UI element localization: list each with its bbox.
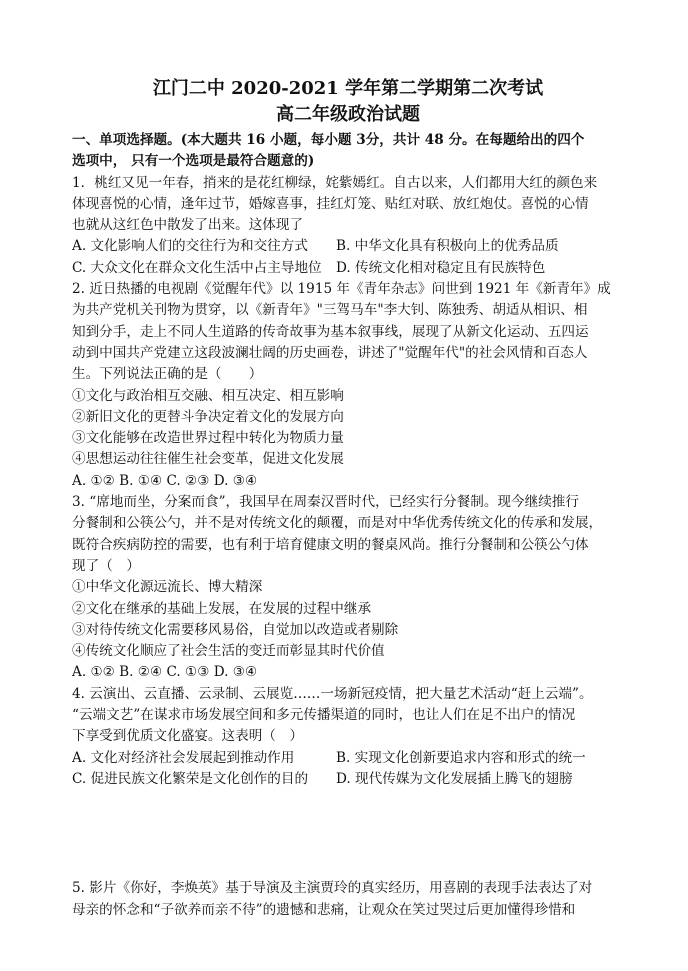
question-2-item: ②新旧文化的更替斗争决定着文化的发展方向: [72, 408, 344, 425]
exam-body: [72, 130, 624, 921]
exam-title: 江门二中 2020-2021 学年第二学期第二次考试: [152, 78, 544, 99]
question-1-options-row: [72, 258, 624, 279]
question-2-stem: 为共产党机关刊物为贯穿，以《新青年》"三驾马车"李大钊、陈独秀、胡适从相识、相: [72, 302, 588, 319]
question-2-stem: 动到中国共产党建立这段波澜壮阔的历史画卷，讲述了"觉醒年代"的社会风情和百态人: [72, 344, 588, 361]
option-d: D. 现代传媒为文化发展插上腾飞的翅膀: [336, 770, 573, 787]
option-a: A. 文化影响人们的交往行为和交往方式: [72, 238, 308, 255]
question-5-stem: 5. 影片《你好，李焕英》基于导演及主演贾玲的真实经历，用喜剧的表现手法表达了对: [72, 880, 593, 897]
question-2-item: ①文化与政治相互交融、相互决定、相互影响: [72, 387, 344, 404]
question-4-stem: 4. 云演出、云直播、云录制、云展览……一场新冠疫情，把大量艺术活动“赶上云端”。: [72, 685, 593, 702]
question-2-item: ③文化能够在改造世界过程中转化为物质力量: [72, 430, 344, 447]
question-1-stem: 也就从这红色中散发了出来。这体现了: [72, 217, 304, 234]
exam-subtitle: 高二年级政治试题: [276, 104, 420, 125]
question-3-item: ①中华文化源远流长、博大精深: [72, 579, 263, 596]
question-3-choices: A. ①② B. ②④ C. ①③ D. ③④: [72, 664, 258, 681]
question-4-stem: 下享受到优质文化盛宴。这表明（ ）: [72, 728, 304, 745]
option-b: B. 中华文化具有积极向上的优秀品质: [336, 238, 559, 255]
question-3-stem: 现了（ ）: [72, 557, 140, 574]
question-2-stem: 2. 近日热播的电视剧《觉醒年代》以 1915 年《青年杂志》问世到 1921 年《新青年》成: [72, 281, 611, 298]
question-2-item: ④思想运动往往催生社会变革，促进文化发展: [72, 451, 344, 468]
question-2-choices: A. ①② B. ①④ C. ②③ D. ③④: [72, 472, 258, 489]
option-c: C. 大众文化在群众文化生活中占主导地位: [72, 259, 322, 276]
section-heading: 选项中， 只有一个选项是最符合题意的): [72, 153, 315, 170]
question-3-stem: 3. “席地而坐，分案而食”，我国早在周秦汉晋时代，已经实行分餐制。现今继续推行: [72, 494, 579, 511]
question-3-item: ③对待传统文化需要移风易俗，自觉加以改造或者剔除: [72, 621, 399, 638]
question-2-stem: 知到分手，走上不同人生道路的传奇故事为基本叙事线，展现了从新文化运动、五四运: [72, 323, 589, 340]
question-5-stem: 母亲的怀念和“子欲养而亲不待”的遗憾和悲痛，让观众在笑过哭过后更加懂得珍惜和: [72, 901, 576, 918]
question-3-item: ④传统文化顺应了社会生活的变迁而彰显其时代价值: [72, 643, 385, 660]
option-b: B. 实现文化创新要追求内容和形式的统一: [336, 749, 586, 766]
option-d: D. 传统文化相对稳定且有民族特色: [336, 259, 546, 276]
blank-space: [72, 790, 624, 878]
question-1-stem: 1．桃红又见一年春，捎来的是花红柳绿，姹紫嫣红。自古以来，人们都用大红的颜色来: [72, 174, 598, 191]
question-4-stem: “云端文艺”在谋求市场发展空间和多元传播渠道的同时，也让人们在足不出户的情况: [72, 707, 576, 724]
question-1-stem: 体现喜悦的心情，逢年过节，婚嫁喜事，挂红灯笼、贴红对联、放红炮仗。喜悦的心情: [72, 195, 589, 212]
question-4-options-row: [72, 748, 624, 769]
section-heading: 一、单项选择题。(本大题共 16 小题，每小题 3分，共计 48 分。在每题给出的四个: [72, 132, 585, 148]
question-4-options-row: [72, 769, 624, 790]
option-a: A. 文化对经济社会发展起到推动作用: [72, 749, 295, 766]
option-c: C. 促进民族文化繁荣是文化创作的目的: [72, 770, 309, 787]
question-2-stem: 生。下列说法正确的是（ ）: [72, 366, 263, 383]
question-3-stem: 既符合疾病防控的需要，也有利于培育健康文明的餐桌风尚。推行分餐制和公筷公勺体: [72, 536, 589, 553]
question-1-options-row: [72, 236, 624, 257]
question-3-item: ②文化在继承的基础上发展，在发展的过程中继承: [72, 600, 372, 617]
question-3-stem: 分餐制和公筷公勺，并不是对传统文化的颠覆，而是对中华优秀传统文化的传承和发展，: [72, 515, 603, 532]
